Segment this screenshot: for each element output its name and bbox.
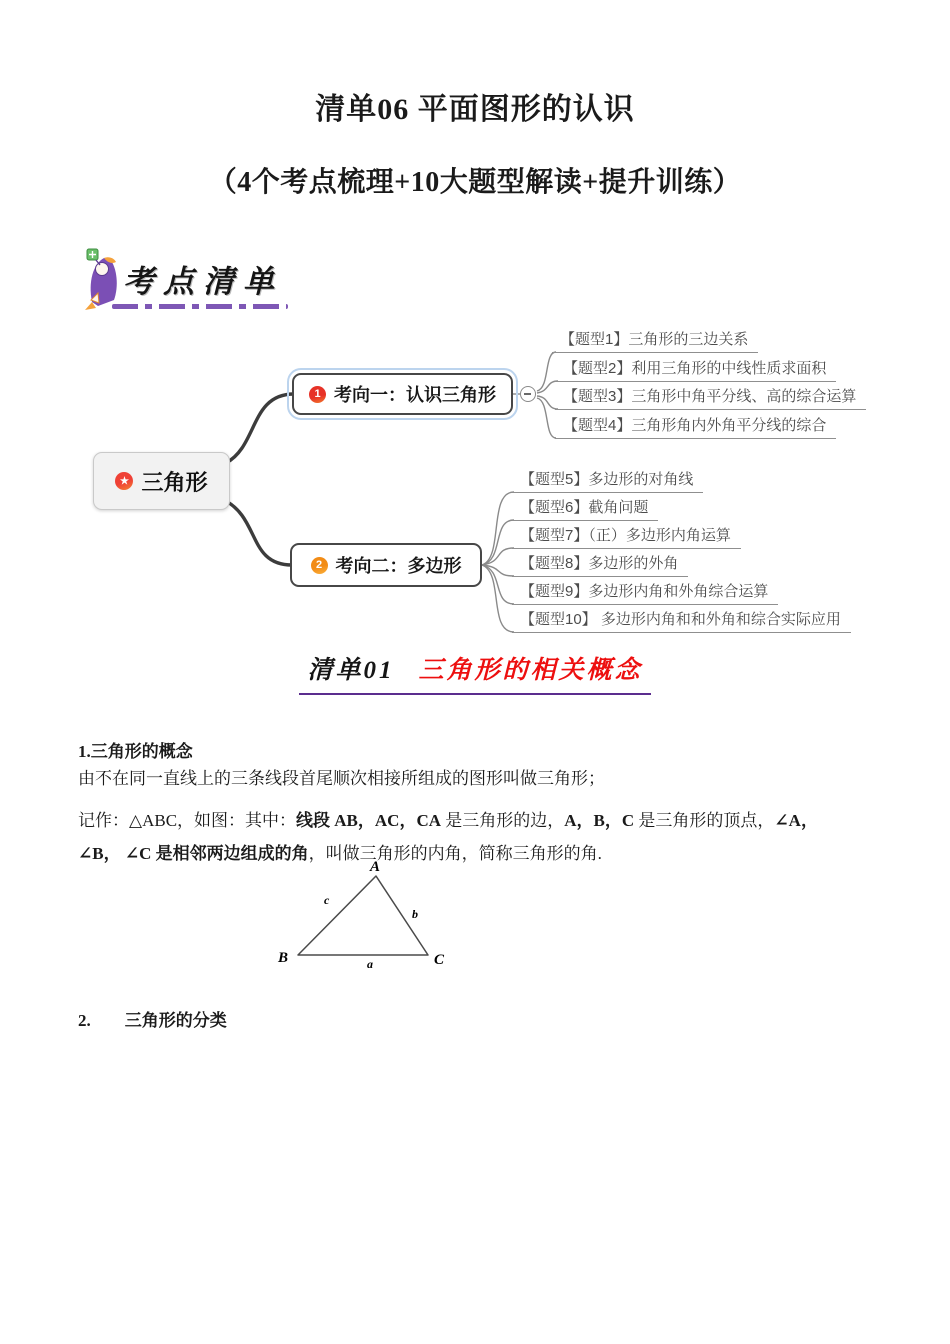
classification-number: 2. xyxy=(78,1011,91,1030)
concept-heading: 1.三角形的概念 xyxy=(78,742,193,761)
branch-1-label: 考向一：认识三角形 xyxy=(334,385,496,405)
notation-b2: A，B，C xyxy=(564,811,635,830)
vertex-a-label: A xyxy=(370,859,381,875)
mindmap-item-1: 【题型1】三角形的三边关系 xyxy=(552,331,758,353)
badge-1-icon: 1 xyxy=(309,386,326,403)
notation-b1: 线段 AB，AC，CA xyxy=(296,811,442,830)
page-subtitle: （4个考点梳理+10大题型解读+提升训练） xyxy=(208,167,742,198)
concept-definition: 由不在同一直线上的三条线段首尾顺次相接所组成的图形叫做三角形； xyxy=(78,769,605,788)
star-icon: ★ xyxy=(115,472,133,490)
vertex-c-label: C xyxy=(434,952,445,968)
branch-node-2 xyxy=(290,543,482,587)
side-a-label: a xyxy=(367,957,373,971)
side-c-label: c xyxy=(324,893,330,907)
notation-b4: ∠B， ∠C 是相邻两边组成的角 xyxy=(78,844,309,863)
mindmap-item-7: 【题型7】（正）多边形内角运算 xyxy=(512,527,741,549)
root-label: 三角形 xyxy=(141,469,208,495)
notation-r1: 记作：△ABC，如图：其中： xyxy=(78,811,297,830)
mindmap-item-4: 【题型4】三角形角内外角平分线的综合 xyxy=(555,417,836,439)
classification-heading xyxy=(78,1006,227,1031)
section-title: 三角形的相关概念 xyxy=(418,657,643,684)
notation-r2: 是三角形的边， xyxy=(441,811,565,830)
collapse-minus-icon xyxy=(520,386,536,402)
notation-r3: 是三角形的顶点， xyxy=(634,811,775,830)
notation-r4: ，叫做三角形的内角，简称三角形的角. xyxy=(308,844,602,863)
notation-b3: ∠A， xyxy=(774,811,818,830)
badge-2-icon: 2 xyxy=(311,557,328,574)
mindmap xyxy=(0,315,950,655)
mindmap-item-8: 【题型8】多边形的外角 xyxy=(512,555,688,577)
checklist-banner xyxy=(83,246,343,316)
mindmap-item-3: 【题型3】三角形中角平分线、高的综合运算 xyxy=(555,388,866,410)
mindmap-item-2: 【题型2】利用三角形的中线性质求面积 xyxy=(555,360,836,382)
mindmap-root-node xyxy=(93,452,230,510)
page-title: 清单06 平面图形的认识 xyxy=(315,93,635,126)
mindmap-item-5: 【题型5】多边形的对角线 xyxy=(512,471,703,493)
concept-notation-line1 xyxy=(78,806,818,831)
vertex-b-label: B xyxy=(278,950,289,966)
branch-node-1 xyxy=(292,373,513,415)
section-number: 清单01 xyxy=(307,657,395,684)
banner-underline xyxy=(112,304,288,309)
mindmap-item-9: 【题型9】多边形内角和外角综合运算 xyxy=(512,583,778,605)
banner-title: 考点清单 xyxy=(123,264,283,299)
triangle-figure xyxy=(276,858,460,974)
mindmap-item-6: 【题型6】截角问题 xyxy=(512,499,658,521)
section-header xyxy=(0,650,950,695)
mindmap-item-10: 【题型10】 多边形内角和和外角和综合实际应用 xyxy=(512,611,851,633)
branch-2-label: 考向二：多边形 xyxy=(335,556,462,576)
classification-title: 三角形的分类 xyxy=(124,1011,227,1030)
side-b-label: b xyxy=(412,907,418,921)
